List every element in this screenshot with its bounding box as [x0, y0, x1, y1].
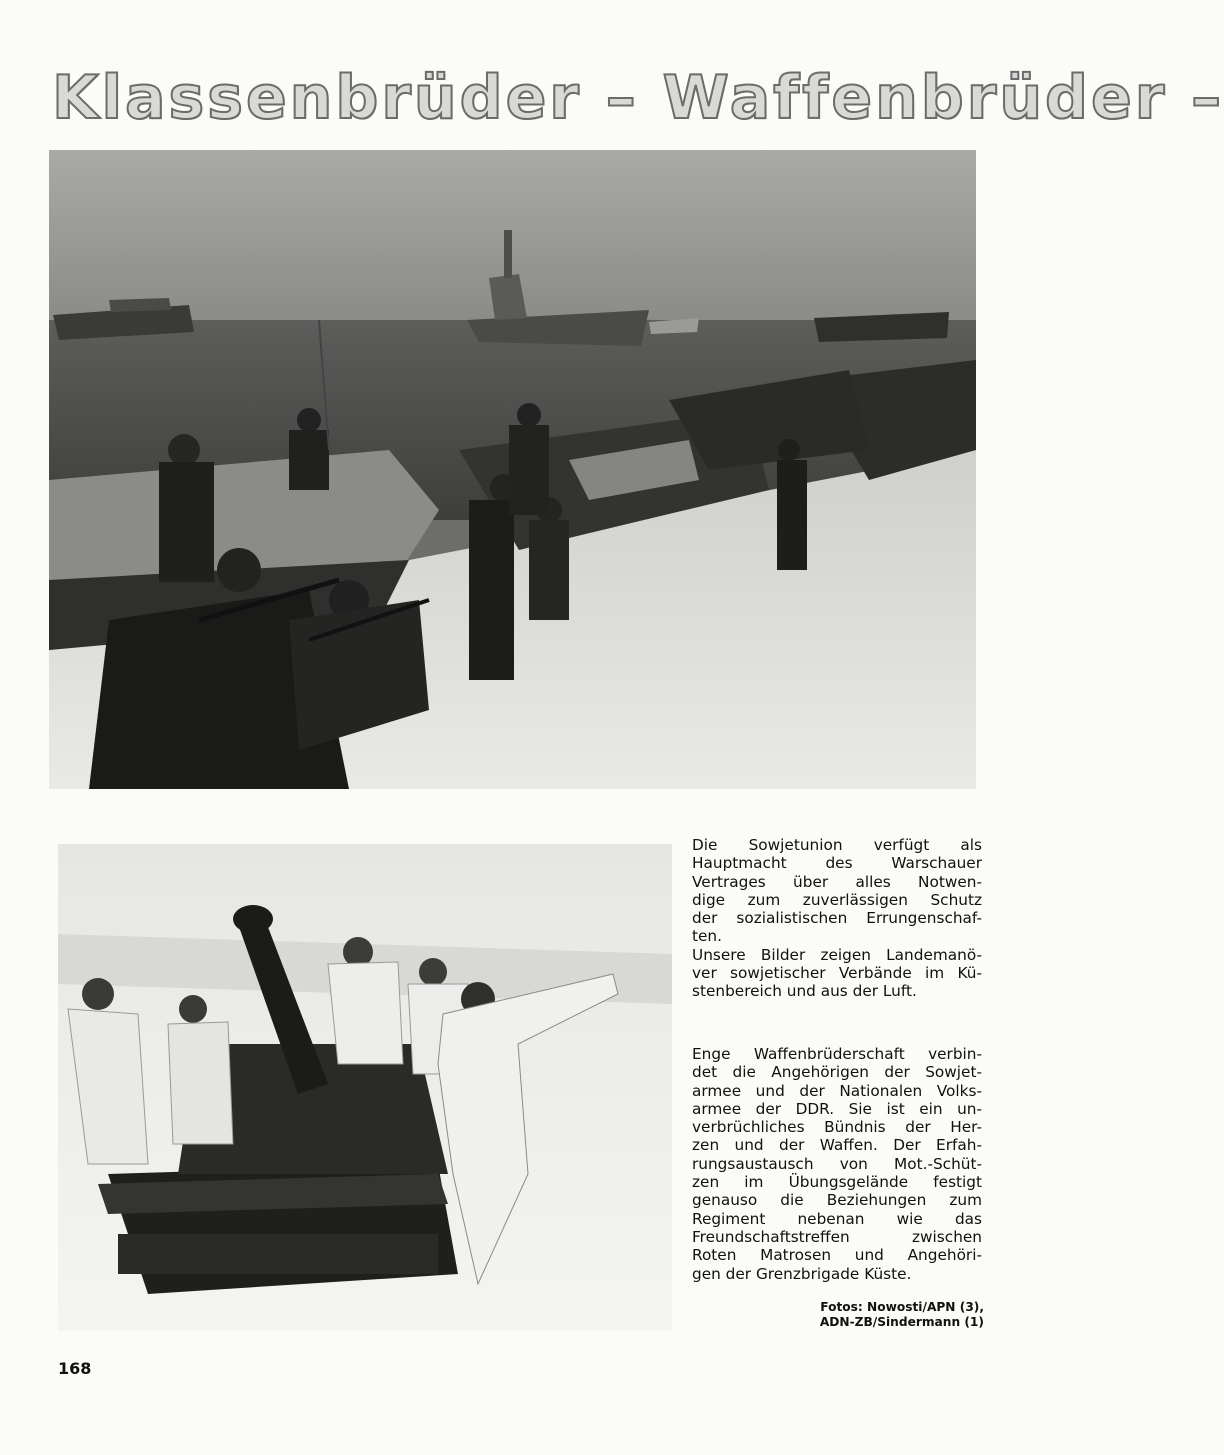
photo-credit-line: ADN-ZB/Sindermann (1)	[819, 1315, 984, 1329]
text-line: zen im Übungsgelände festigt	[692, 1173, 982, 1192]
paragraph-2-text	[692, 1045, 982, 1283]
page-number: 168	[58, 1359, 92, 1378]
body-paragraph-1	[692, 836, 982, 1001]
text-line: Enge Waffenbrüderschaft verbin-	[692, 1045, 982, 1063]
text-line: Hauptmacht des Warschauer	[692, 854, 982, 873]
text-line: Vertrages über alles Notwen-	[692, 872, 982, 891]
text-line: rungsaustausch von Mot.-Schüt-	[692, 1154, 982, 1173]
body-paragraph-2	[692, 1045, 982, 1283]
winter-artillery-photo	[58, 844, 672, 1331]
paragraph-1-text	[692, 836, 982, 946]
text-line: stenbereich und aus der Luft.	[692, 982, 917, 1001]
headline: Klassenbrüder – Waffenbrüder –	[52, 63, 1224, 133]
paragraph-1b-text	[692, 946, 982, 1001]
landing-exercise-photo	[49, 150, 976, 789]
text-line: Unsere Bilder zeigen Landemanö-	[692, 945, 982, 964]
text-line: armee der DDR. Sie ist ein un-	[692, 1099, 982, 1118]
photo-credit-line: Fotos: Nowosti/APN (3),	[820, 1300, 984, 1314]
text-line: armee und der Nationalen Volks-	[692, 1081, 982, 1100]
text-line: det die Angehörigen der Sowjet-	[692, 1063, 982, 1082]
text-line: genauso die Beziehungen zum	[692, 1191, 982, 1210]
text-line: zen und der Waffen. Der Erfah-	[692, 1136, 982, 1155]
text-line: Freundschaftstreffen zwischen	[692, 1227, 982, 1246]
text-line: ver sowjetischer Verbände im Kü-	[692, 964, 982, 983]
text-line: Roten Matrosen und Angehöri-	[692, 1246, 982, 1265]
text-line: dige zum zuverlässigen Schutz	[692, 890, 982, 909]
text-line: verbrüchliches Bündnis der Her-	[692, 1118, 982, 1137]
photo-credit	[760, 1300, 984, 1330]
text-line: gen der Grenzbrigade Küste.	[692, 1264, 912, 1283]
text-line: Regiment nebenan wie das	[692, 1209, 982, 1228]
text-line: der sozialistischen Errungenschaf-	[692, 909, 982, 928]
text-line: ten.	[692, 927, 722, 946]
text-line: Die Sowjetunion verfügt als	[692, 836, 982, 854]
